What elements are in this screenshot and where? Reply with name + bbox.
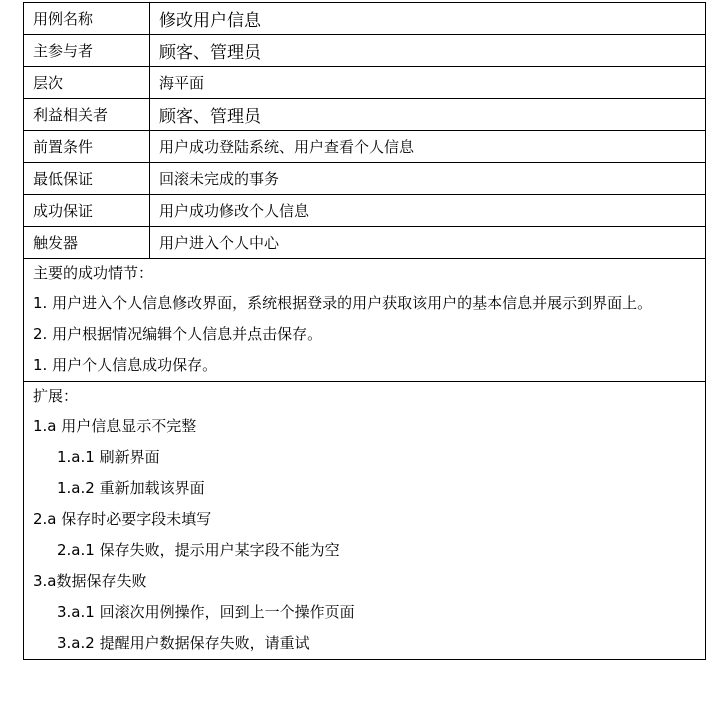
field-value: 顾客、管理员	[150, 35, 706, 67]
extension-item: 3.a数据保存失败	[33, 572, 147, 590]
row-level	[24, 67, 706, 99]
row-stakeholders	[24, 99, 706, 131]
field-value: 修改用户信息	[150, 3, 706, 35]
extensions-cell	[24, 382, 706, 660]
field-key: 利益相关者	[24, 99, 150, 131]
row-success-guarantee	[24, 195, 706, 227]
extensions-title: 扩展：	[33, 387, 79, 405]
field-key: 用例名称	[24, 3, 150, 35]
row-extensions	[24, 382, 706, 660]
field-key: 层次	[24, 67, 150, 99]
extension-item: 1.a 用户信息显示不完整	[33, 417, 197, 435]
main-scenario-title: 主要的成功情节：	[33, 264, 154, 282]
extension-subitem: 3.a.2 提醒用户数据保存失败，请重试	[57, 634, 310, 652]
field-value: 用户成功登陆系统、用户查看个人信息	[150, 131, 706, 163]
extension-subitem: 3.a.1 回滚次用例操作，回到上一个操作页面	[57, 603, 355, 621]
row-trigger	[24, 227, 706, 259]
row-use-case-name	[24, 3, 706, 35]
field-key: 触发器	[24, 227, 150, 259]
scenario-step: 2. 用户根据情况编辑个人信息并点击保存。	[33, 325, 323, 343]
field-value: 用户成功修改个人信息	[150, 195, 706, 227]
field-key: 成功保证	[24, 195, 150, 227]
field-key: 前置条件	[24, 131, 150, 163]
row-main-scenario	[24, 259, 706, 382]
field-key: 最低保证	[24, 163, 150, 195]
field-value: 用户进入个人中心	[150, 227, 706, 259]
main-scenario-cell	[24, 259, 706, 382]
field-key: 主参与者	[24, 35, 150, 67]
row-primary-actor	[24, 35, 706, 67]
extension-item: 2.a 保存时必要字段未填写	[33, 510, 212, 528]
scenario-step: 1. 用户进入个人信息修改界面，系统根据登录的用户获取该用户的基本信息并展示到界面上。	[33, 294, 653, 312]
use-case-table	[23, 2, 706, 660]
row-minimal-guarantee	[24, 163, 706, 195]
extension-subitem: 1.a.2 重新加载该界面	[57, 479, 205, 497]
scenario-step: 1. 用户个人信息成功保存。	[33, 356, 218, 374]
field-value: 回滚未完成的事务	[150, 163, 706, 195]
row-preconditions	[24, 131, 706, 163]
extension-subitem: 1.a.1 刷新界面	[57, 448, 160, 466]
field-value: 顾客、管理员	[150, 99, 706, 131]
field-value: 海平面	[150, 67, 706, 99]
extension-subitem: 2.a.1 保存失败，提示用户某字段不能为空	[57, 541, 340, 559]
